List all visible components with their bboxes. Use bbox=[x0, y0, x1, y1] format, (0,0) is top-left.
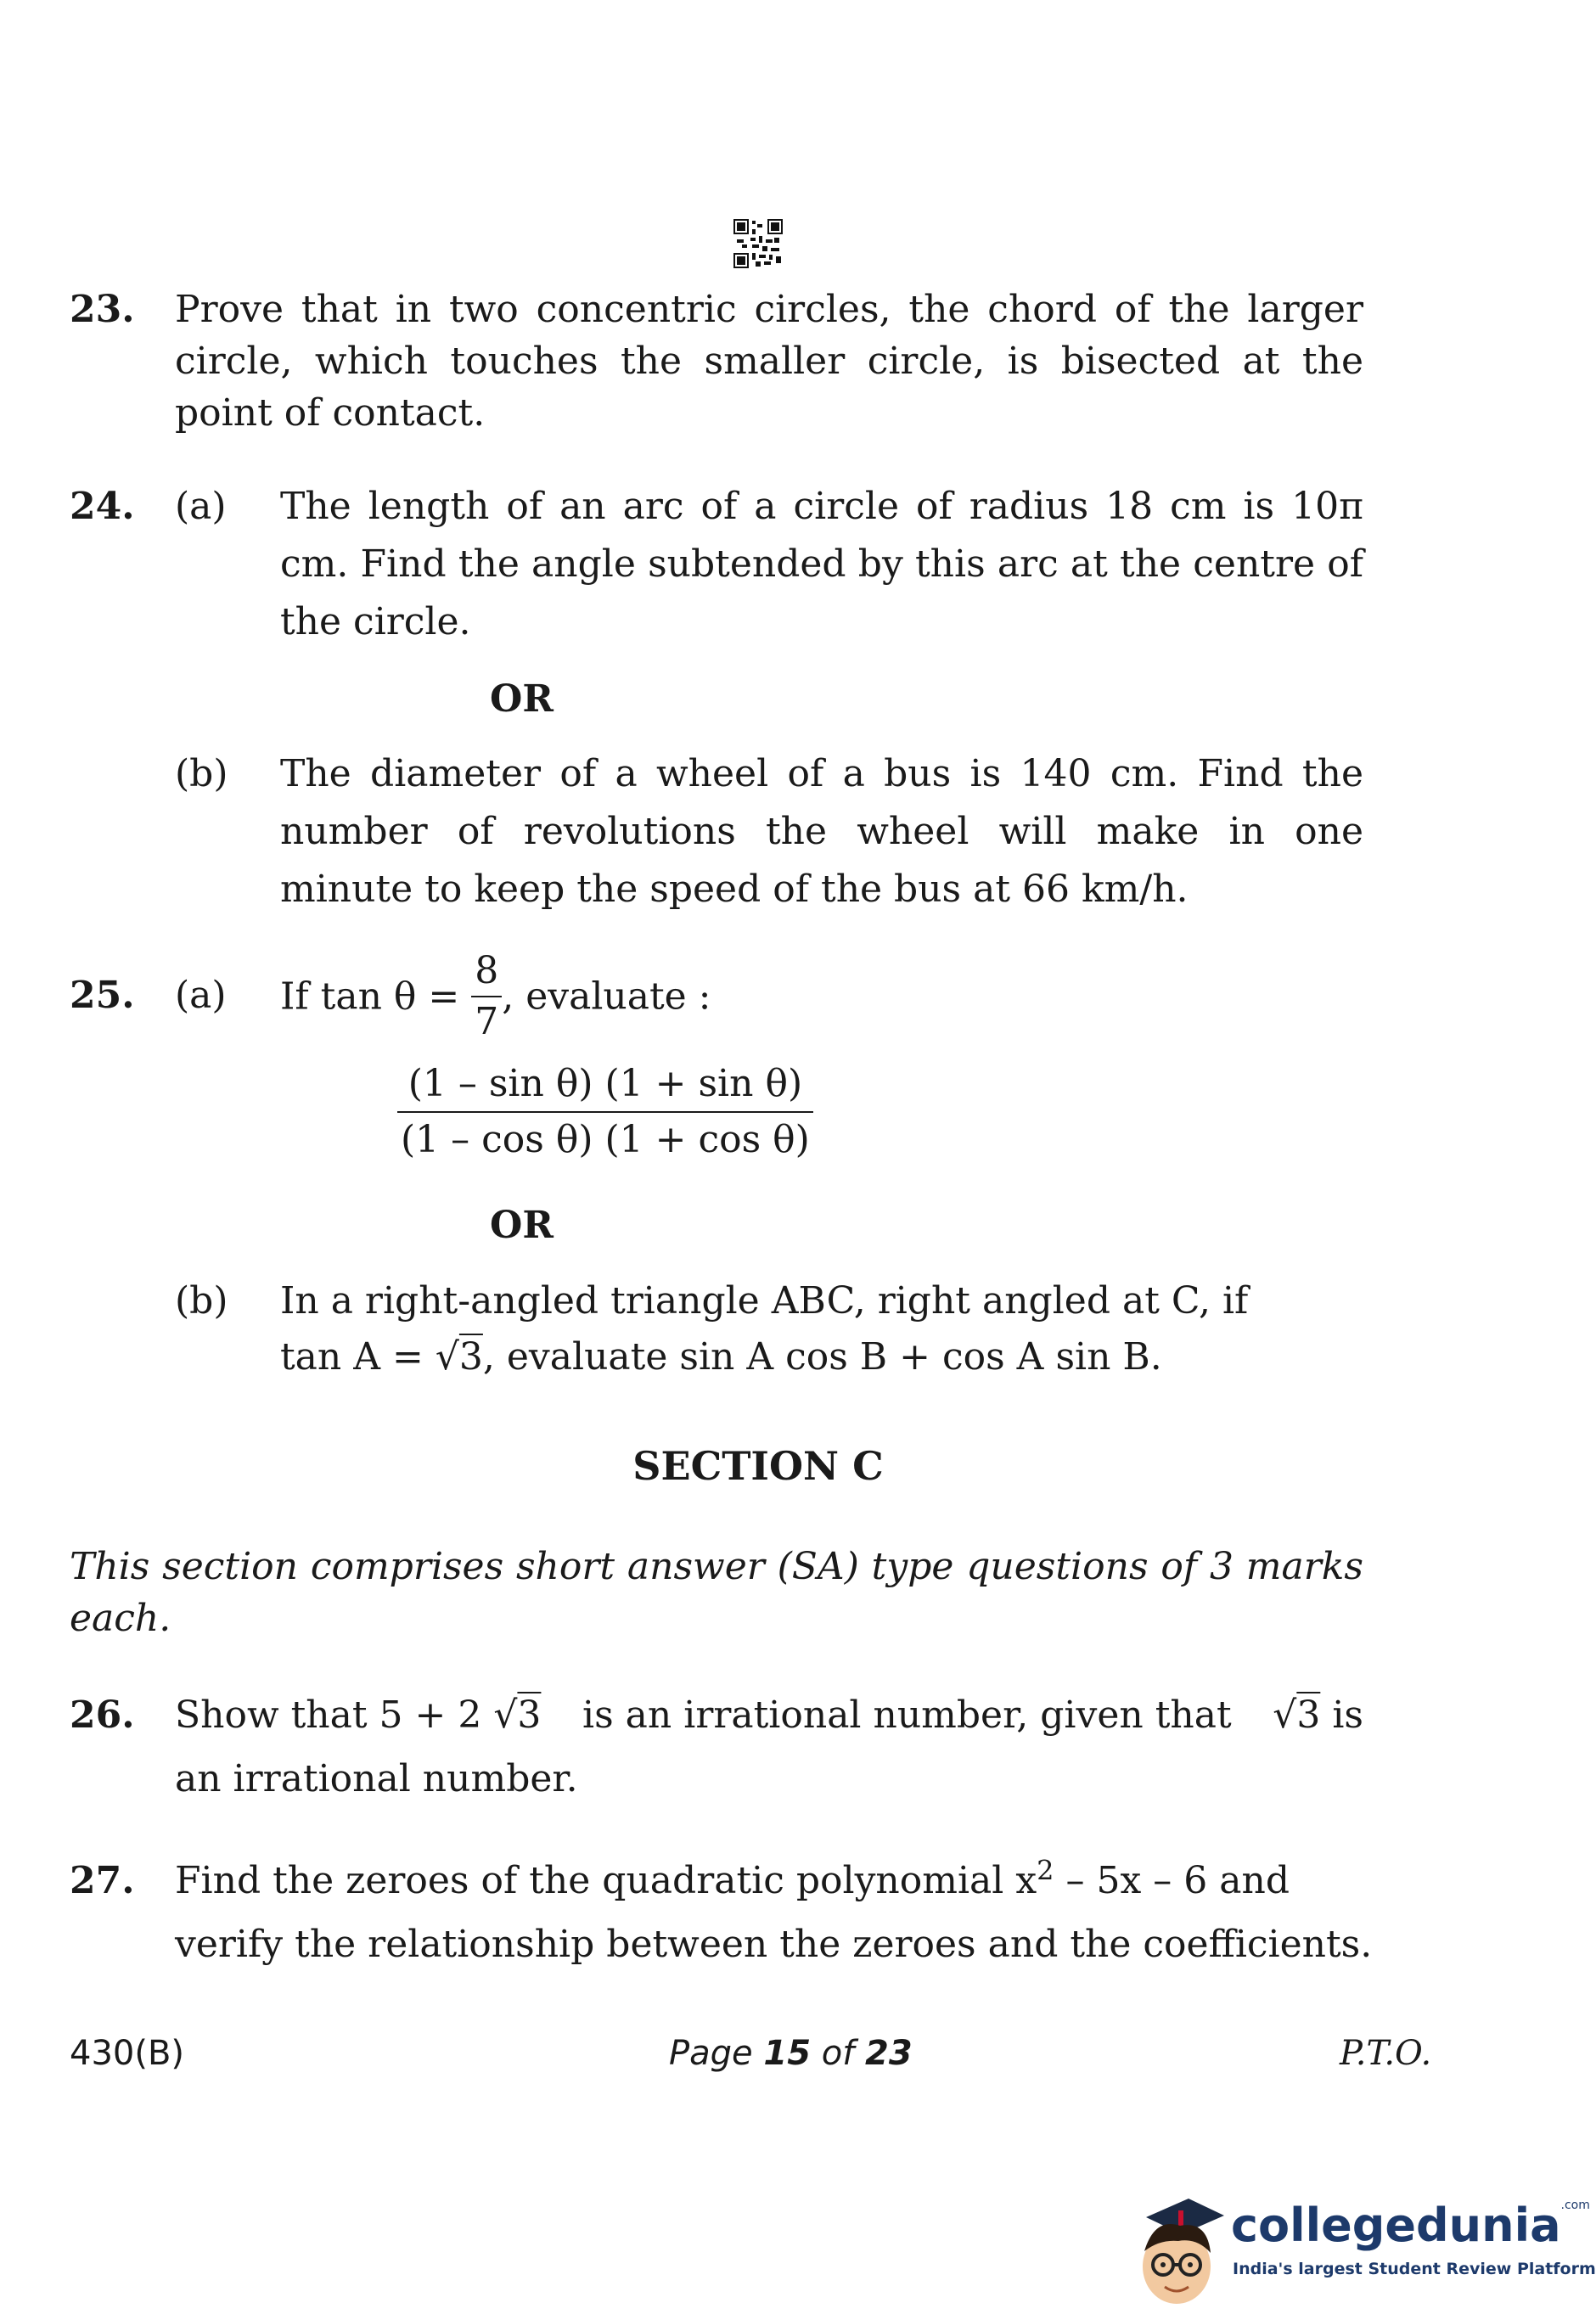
q25-a-statement bbox=[280, 946, 711, 1047]
brand-tagline: India's largest Student Review Platform bbox=[1233, 2260, 1596, 2278]
pto: P.T.O. bbox=[1340, 2034, 1432, 2073]
q25-expression-numerator: (1 – sin θ) (1 + sin θ) bbox=[397, 1057, 813, 1113]
q25-b-line1: In a right-angled triangle ABC, right angled at C, if bbox=[280, 1279, 1249, 1323]
brand-mascot bbox=[1129, 2192, 1229, 2311]
brand-name: collegedunia$^{.com}$ bbox=[1231, 2199, 1590, 2252]
q26-sqrt2: √3 bbox=[1273, 1693, 1321, 1737]
q27-line1 bbox=[175, 1855, 1363, 1907]
q24-b-label: (b) bbox=[175, 752, 228, 795]
qr-code bbox=[733, 219, 783, 268]
question-number-26: 26. bbox=[70, 1693, 135, 1737]
q25-a-fraction bbox=[471, 946, 502, 1047]
q25-b-rest: , evaluate sin A cos B + cos A sin B. bbox=[482, 1335, 1162, 1379]
q25-b-label: (b) bbox=[175, 1279, 228, 1323]
q27-part2: – 5x – 6 and bbox=[1054, 1859, 1290, 1902]
page-number: Page 15 of 23 bbox=[669, 2034, 913, 2073]
q25-or: OR bbox=[490, 1204, 554, 1247]
q25-a-if: If tan θ = bbox=[280, 974, 460, 1019]
q25-a-fraction-denominator: 7 bbox=[475, 1000, 499, 1043]
q27-part1: Find the zeroes of the quadratic polynomial x bbox=[175, 1859, 1037, 1902]
q26-line2: an irrational number. bbox=[175, 1757, 578, 1800]
q27-line2: verify the relationship between the zeroes and the coefficients. bbox=[175, 1923, 1373, 1966]
q27-exponent: 2 bbox=[1037, 1854, 1054, 1887]
q24-a-label: (a) bbox=[175, 485, 227, 528]
q25-b-line2 bbox=[280, 1328, 1162, 1386]
q26-part3: is bbox=[1332, 1693, 1363, 1737]
q25-a-fraction-numerator: 8 bbox=[471, 946, 502, 997]
q26-line1 bbox=[175, 1689, 1363, 1741]
q25-b-tan: tan A = bbox=[280, 1335, 424, 1379]
question-number-23: 23. bbox=[70, 288, 135, 331]
q25-b-sqrt: √3 bbox=[435, 1335, 483, 1379]
q25-a-evaluate: , evaluate : bbox=[502, 974, 711, 1019]
question-number-27: 27. bbox=[70, 1859, 135, 1902]
section-intro: This section comprises short answer (SA) type questions of 3 marks each. bbox=[70, 1545, 1363, 1640]
q26-part2: is an irrational number, given that bbox=[582, 1693, 1232, 1737]
paper-code: 430(B) bbox=[70, 2034, 184, 2073]
question-number-24: 24. bbox=[70, 485, 135, 528]
q24-a-text: The length of an arc of a circle of radius 18 cm is 10π cm. Find the angle subtended by this arc at the centre of the circle. bbox=[280, 485, 1363, 643]
question-23-text: Prove that in two concentric circles, the chord of the larger circle, which touches the smaller circle, is bisected at the point of contact. bbox=[175, 288, 1363, 435]
q24-or: OR bbox=[490, 677, 554, 721]
q25-expression-denominator: (1 – cos θ) (1 + cos θ) bbox=[401, 1118, 810, 1161]
q26-part1: Show that 5 + 2 bbox=[175, 1693, 482, 1737]
q26-sqrt1: √3 bbox=[493, 1693, 542, 1737]
q24-b-text: The diameter of a wheel of a bus is 140 cm. Find the number of revolutions the wheel will make in one minute to keep the speed of the bus at 66 km/h. bbox=[280, 752, 1363, 911]
section-title: SECTION C bbox=[632, 1443, 884, 1489]
question-number-25: 25. bbox=[70, 974, 135, 1017]
q25-expression bbox=[397, 1057, 813, 1167]
q25-a-label: (a) bbox=[175, 974, 227, 1017]
